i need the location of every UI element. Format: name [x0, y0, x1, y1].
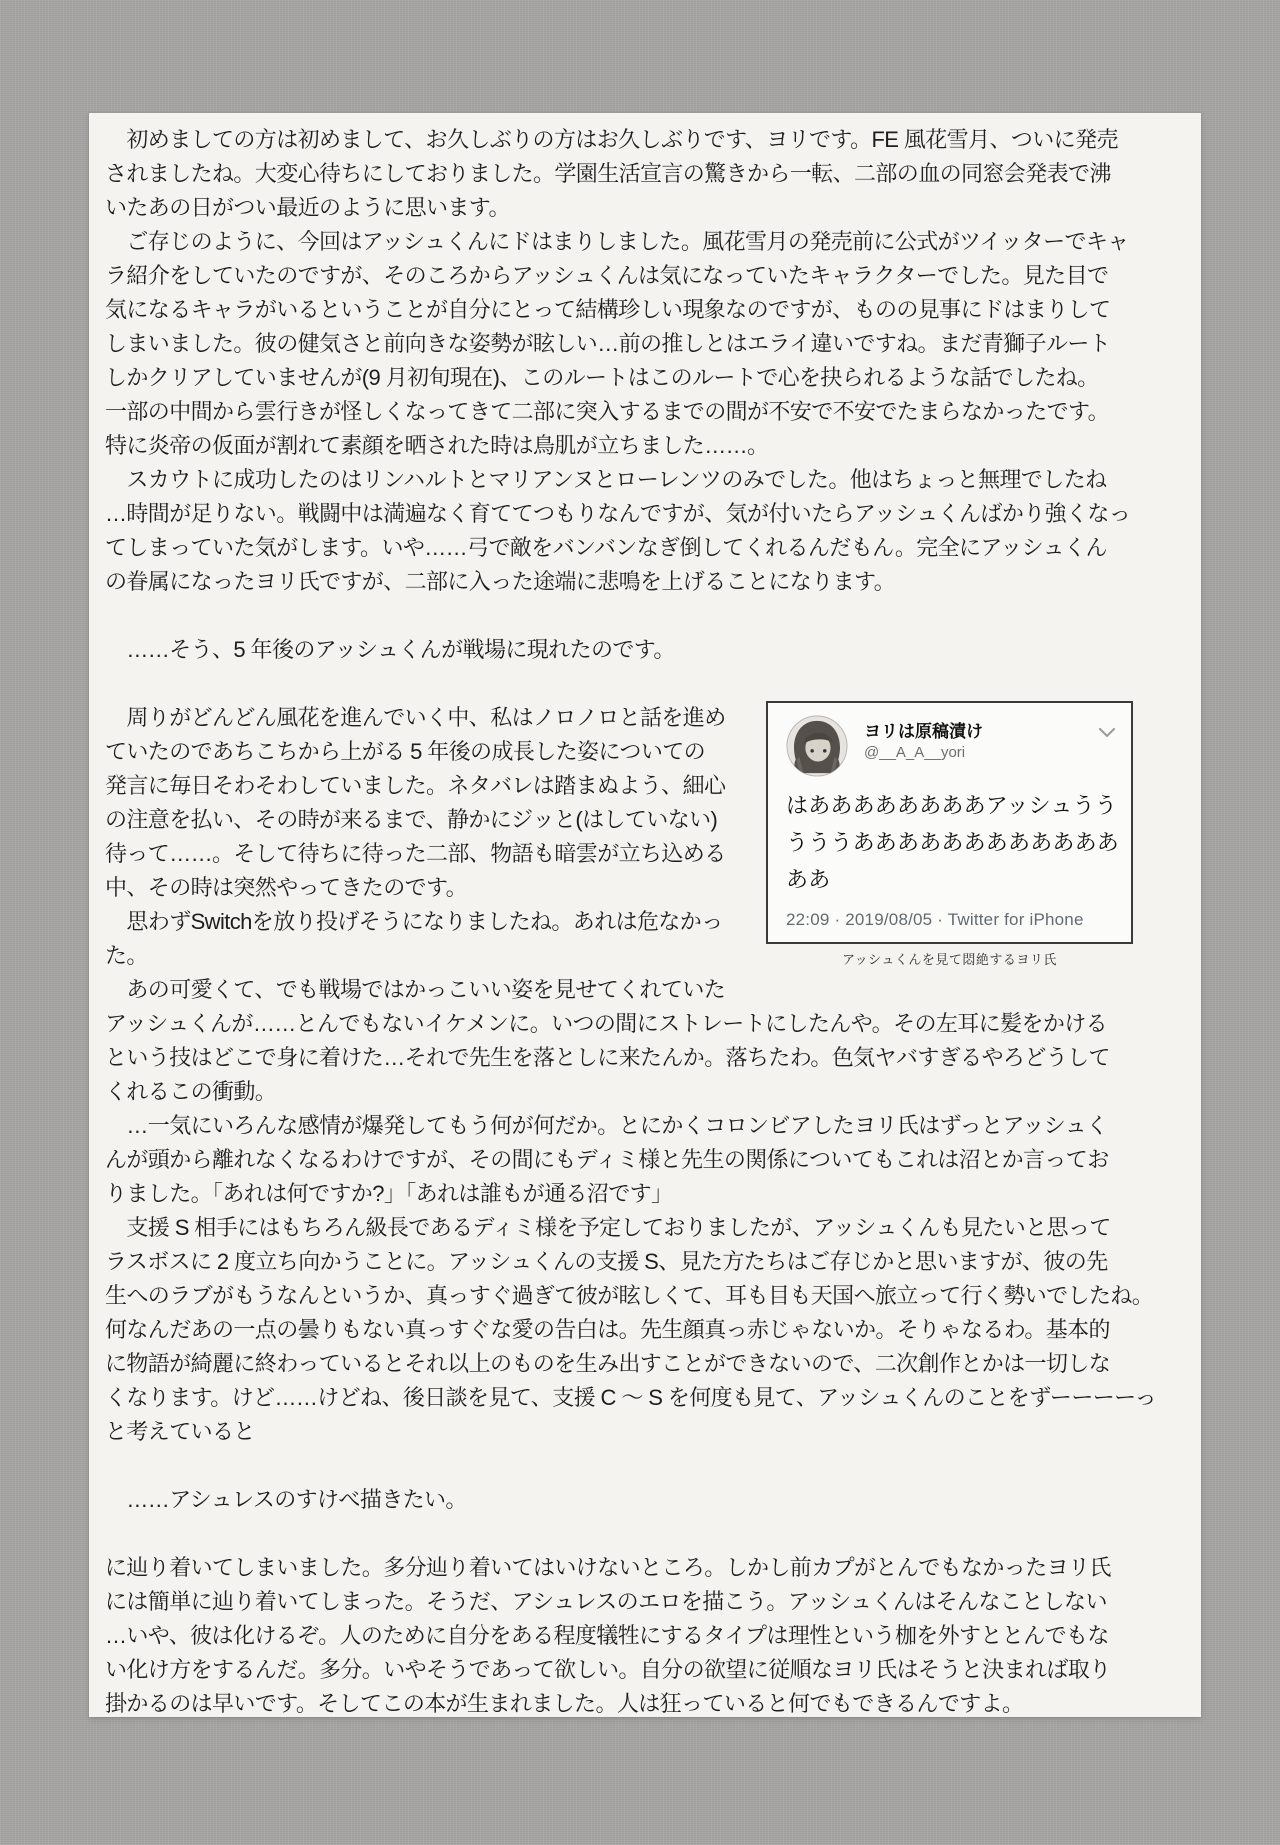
text-line: …時間が足りない。戦闘中は満遍なく育ててつもりなんですが、気が付いたらアッシュくんばかり強くなっ [105, 501, 1131, 526]
text-line: 周りがどんどん風花を進んでいく中、私はノロノロと話を進め [105, 705, 726, 730]
text-line: ……アシュレスのすけべ描きたい。 [105, 1487, 467, 1512]
chevron-down-icon [1099, 725, 1115, 743]
text-line: くなります。けど……けどね、後日談を見て、支援 C 〜 S を何度も見て、アッシュくんのことをずーーーーっ [105, 1385, 1157, 1410]
text-line [105, 1449, 1165, 1483]
text-line: という技はどこで身に着けた…それで先生を落としに来たんか。落ちたわ。色気ヤバすぎるやろどうして [105, 1045, 1110, 1070]
text-line: 発言に毎日そわそわしていました。ネタバレは踏まぬよう、細心 [105, 773, 726, 798]
text-line: ラスボスに 2 度立ち向かうことに。アッシュくんの支援 S、見た方たちはご存じかと思いますが、彼の先 [105, 1249, 1108, 1274]
tweet-header [786, 715, 1113, 777]
text-line: あの可愛くて、でも戦場ではかっこいい姿を見せてくれていた [105, 977, 726, 1002]
paper-page [89, 113, 1201, 1717]
text-line: スカウトに成功したのはリンハルトとマリアンヌとローレンツのみでした。他はちょっと無理でしたね [105, 467, 1107, 492]
text-line: いたあの日がつい最近のように思います。 [105, 195, 510, 220]
tweet-display-name: ヨリは原稿漬け [864, 722, 983, 741]
text-line: 思わずSwitchを放り投げそうになりましたね。あれは危なかっ [105, 909, 723, 934]
text-line: 生へのラブがもうなんというか、真っすぐ過ぎて彼が眩しくて、耳も目も天国へ旅立って行く勢いでしたね。 [105, 1283, 1154, 1308]
afterword-text [105, 123, 1165, 1721]
text-line: …いや、彼は化けるぞ。人のために自分をある程度犠牲にするタイプは理性という枷を外すととんでもな [105, 1623, 1109, 1648]
text-line: はああああああああアッシュうう [786, 793, 1118, 818]
text-line: …一気にいろんな感情が爆発してもう何が何だか。とにかくコロンビアしたヨリ氏はずっとアッシュく [105, 1113, 1108, 1138]
text-line: の眷属になったヨリ氏ですが、二部に入った途端に悲鳴を上げることになります。 [105, 569, 896, 594]
text-line: くれるこの衝動。 [105, 1079, 277, 1104]
tweet-handle: @__A_A__yori [864, 744, 966, 761]
tweet-caption: アッシュくんを見て悶絶するヨリ氏 [842, 952, 1057, 967]
text-line: ラ紹介をしていたのですが、そのころからアッシュくんは気になっていたキャラクターでした。見た目で [105, 263, 1109, 288]
text-line: 何なんだあの一点の曇りもない真っすぐな愛の告白は。先生顔真っ赤じゃないか。そりゃなるわ。基本的 [105, 1317, 1110, 1342]
text-line: うううああああああああああああ [786, 830, 1120, 855]
text-line: しかクリアしていませんが(9 月初旬現在)、このルートはこのルートで心を抉られるような話でしたね。 [105, 365, 1099, 390]
text-line: 掛かるのは早いです。そしてこの本が生まれました。人は狂っていると何でもできるんですよ。 [105, 1691, 1024, 1716]
tweet-timestamp: 22:09 · 2019/08/05 · Twitter for iPhone [786, 910, 1084, 929]
paragraphs-bottom [105, 1007, 1165, 1721]
paragraphs-top [105, 123, 1165, 701]
text-line: しまいました。彼の健気さと前向きな姿勢が眩しい…前の推しとはエライ違いですね。まだ青獅子ルート [105, 331, 1111, 356]
text-line: に辿り着いてしまいました。多分辿り着いてはいけないところ。しかし前カプがとんでもなかったヨリ氏 [105, 1555, 1111, 1580]
tweet-figure [766, 701, 1133, 968]
tweet-card [766, 701, 1133, 944]
text-with-tweet-section [105, 701, 1165, 1007]
text-line: てしまっていた気がします。いや……弓で敵をバンバンなぎ倒してくれるんだもん。完全にアッシュくん [105, 535, 1107, 560]
text-line: 初めましての方は初めまして、お久しぶりの方はお久しぶりです、ヨリです。FE 風花雪月、ついに発売 [105, 127, 1118, 152]
text-line: りました。「あれは何ですか?」「あれは誰もが通る沼です」 [105, 1181, 673, 1206]
text-line: アッシュくんが……とんでもないイケメンに。いつの間にストレートにしたんや。その左耳に髪をかける [105, 1011, 1108, 1036]
text-line [105, 1517, 1165, 1551]
text-line: 特に炎帝の仮面が割れて素顔を晒された時は鳥肌が立ちました……。 [105, 433, 769, 458]
text-line: んが頭から離れなくなるわけですが、その間にもディミ様と先生の関係についてもこれは沼とか言ってお [105, 1147, 1109, 1172]
text-line: ……そう、5 年後のアッシュくんが戦場に現れたのです。 [105, 637, 675, 662]
text-line: ご存じのように、今回はアッシュくんにドはまりしました。風花雪月の発売前に公式がツイッターでキャ [105, 229, 1129, 254]
text-line: い化け方をするんだ。多分。いやそうであって欲しい。自分の欲望に従順なヨリ氏はそうと決まれば取り [105, 1657, 1111, 1682]
text-line: されましたね。大変心待ちにしておりました。学園生活宣言の驚きから一転、二部の血の同窓会発表で沸 [105, 161, 1111, 186]
text-line [105, 599, 1165, 633]
text-line: 中、その時は突然やってきたのです。 [105, 875, 468, 900]
text-line: ていたのであちこちから上がる 5 年後の成長した姿についての [105, 739, 706, 764]
text-line: 気になるキャラがいるということが自分にとって結構珍しい現象なのですが、ものの見事にドはまりして [105, 297, 1111, 322]
text-line: には簡単に辿り着いてしまった。そうだ、アシュレスのエロを描こう。アッシュくんはそんなことしない [105, 1589, 1107, 1614]
text-line [105, 667, 1165, 701]
tweet-names [864, 715, 983, 763]
text-line: の注意を払い、その時が来るまで、静かにジッと(はしていない) [105, 807, 718, 832]
tweet-body [786, 787, 1120, 898]
text-line: た。 [105, 943, 148, 968]
text-line: ああ [786, 867, 831, 892]
text-line: に物語が綺麗に終わっているとそれ以上のものを生み出すことができないので、二次創作とかは一切しな [105, 1351, 1111, 1376]
text-line: 待って……。そして待ちに待った二部、物語も暗雲が立ち込める [105, 841, 726, 866]
tweet-avatar [786, 715, 848, 777]
text-line: 一部の中間から雲行きが怪しくなってきて二部に突入するまでの間が不安で不安でたまらなかったです。 [105, 399, 1110, 424]
text-line: 支援 S 相手にはもちろん級長であるディミ様を予定しておりましたが、アッシュくんも見たいと思って [105, 1215, 1111, 1240]
avatar-image [786, 715, 848, 777]
text-line: と考えていると [105, 1419, 255, 1444]
